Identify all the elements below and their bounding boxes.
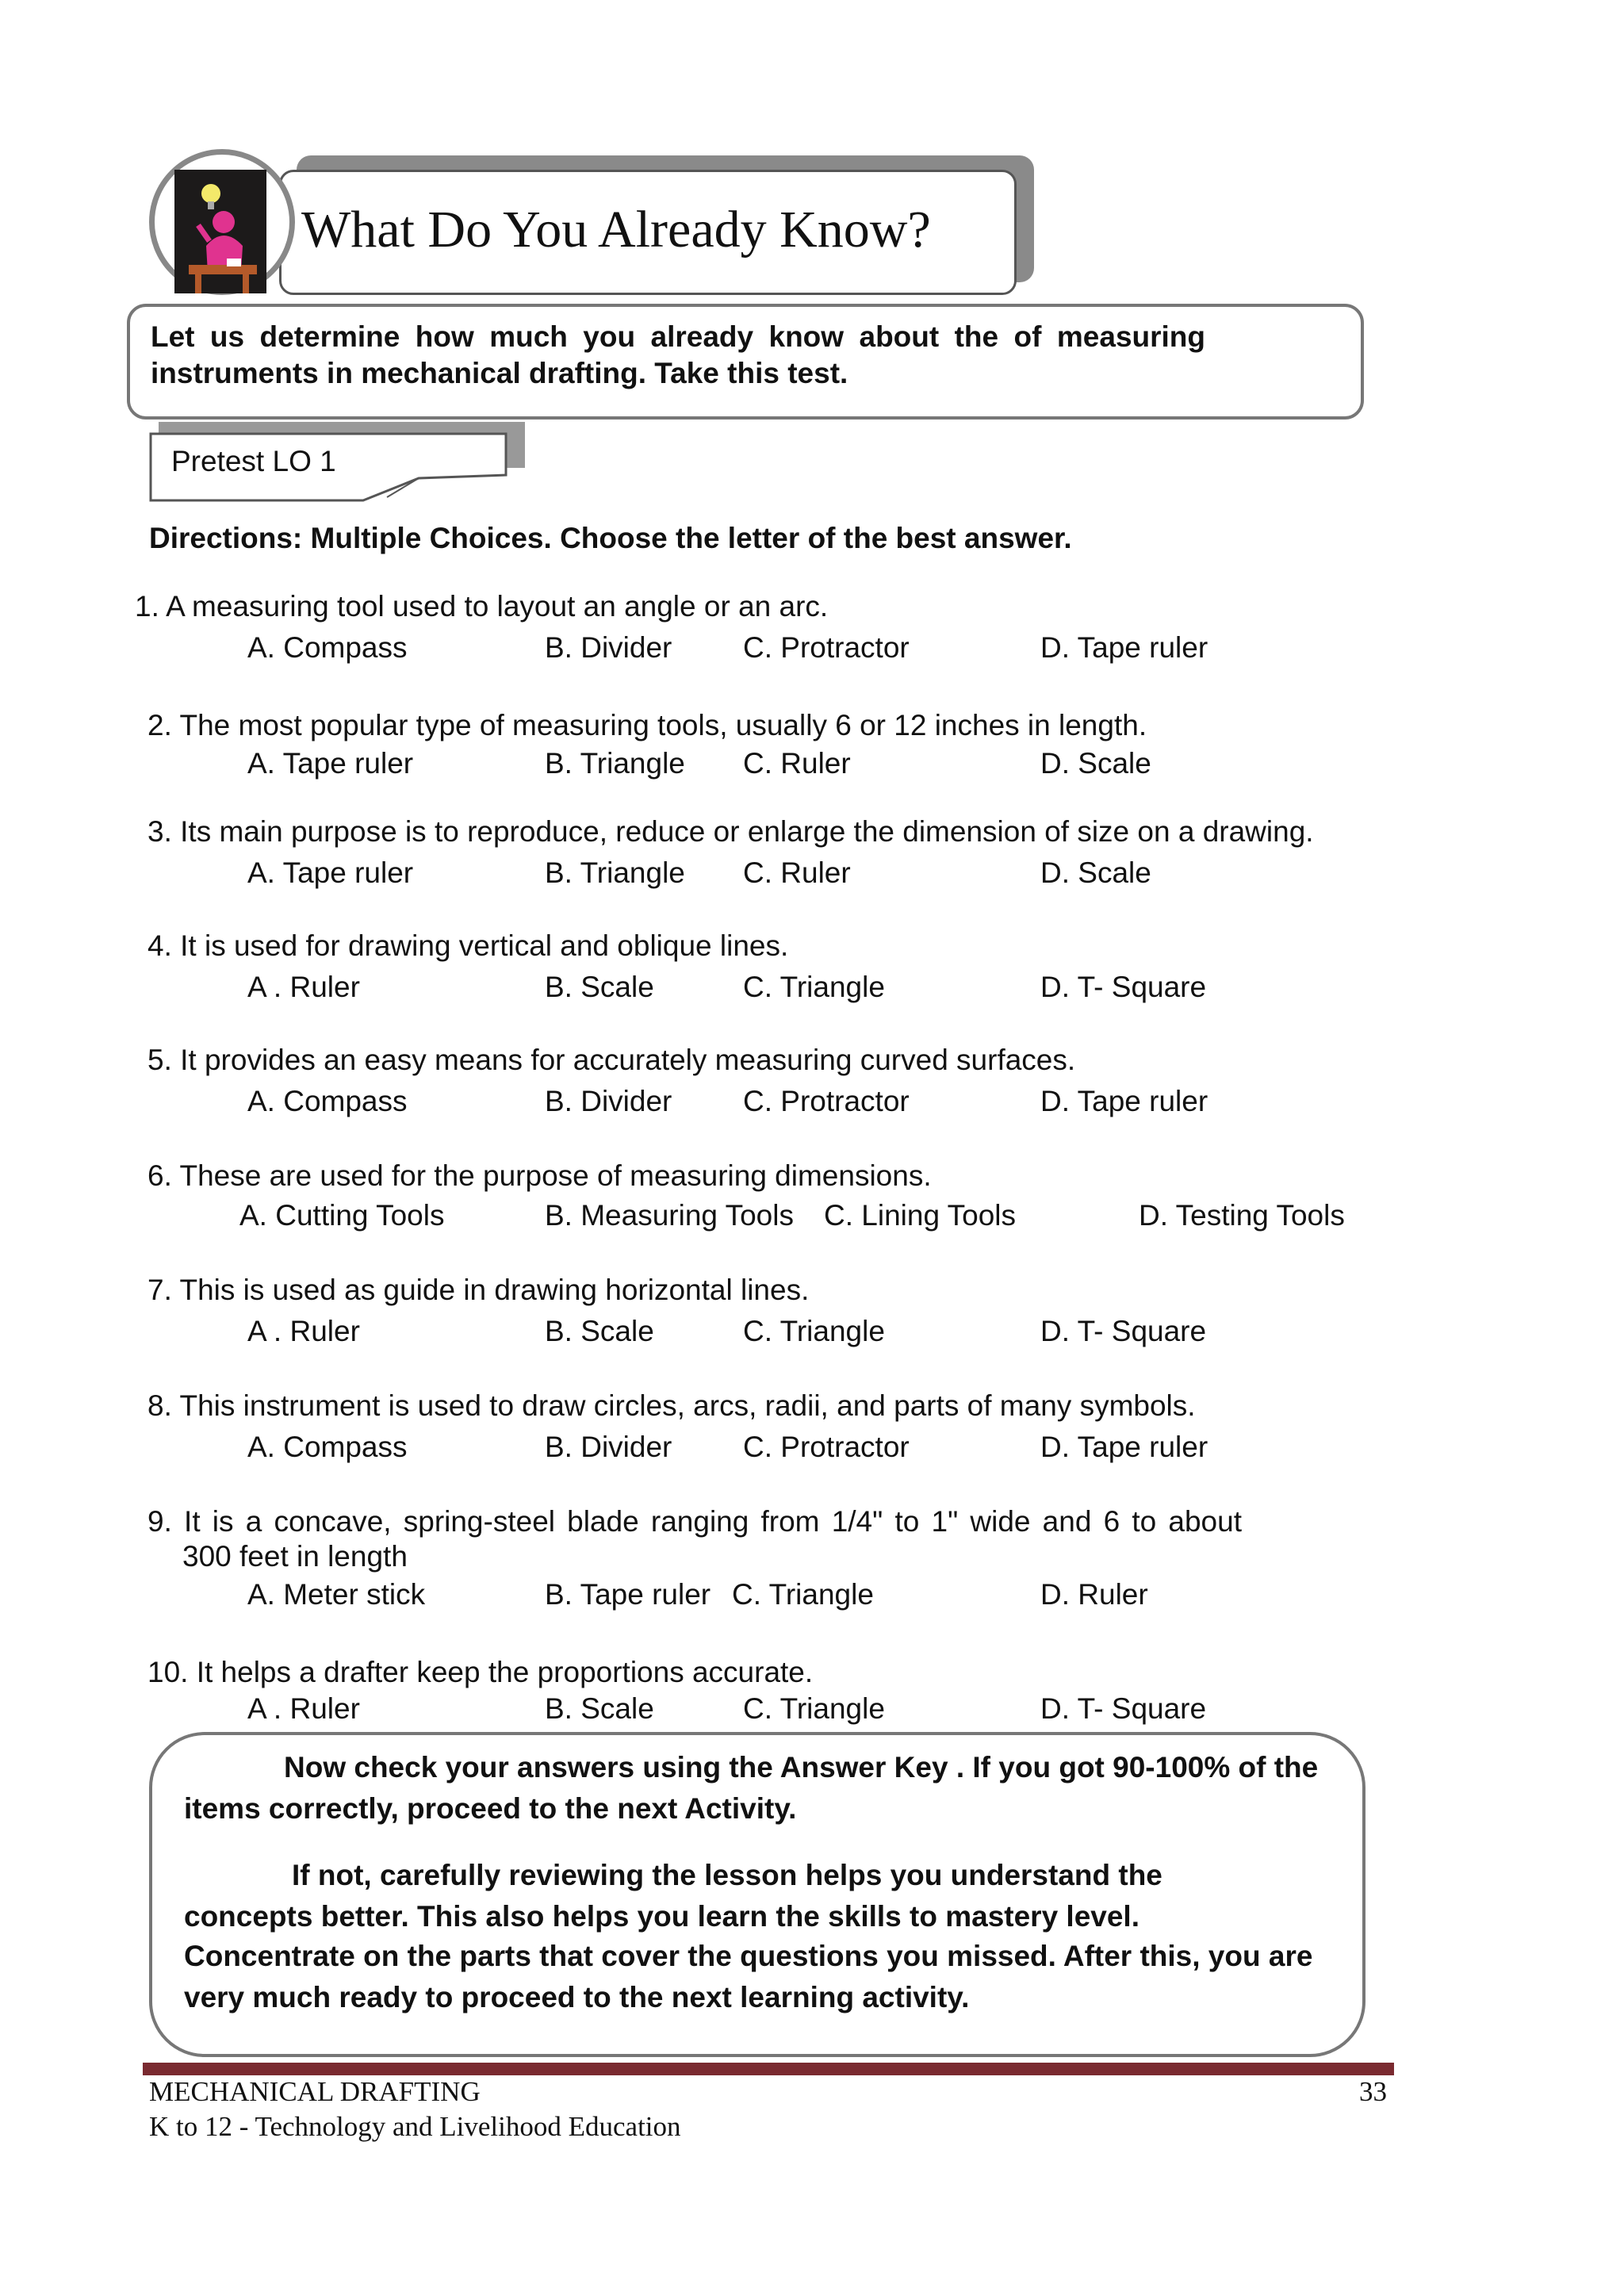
q3-option-a: A. Tape ruler <box>247 856 414 889</box>
q3-option-b: B. Triangle <box>545 856 685 889</box>
q9-option-d: D. Ruler <box>1040 1578 1148 1611</box>
q2-option-a: A. Tape ruler <box>247 747 414 780</box>
q10-option-d: D. T- Square <box>1040 1692 1207 1725</box>
question-8: 8. This instrument is used to draw circles, arcs, radii, and parts of many symbols. <box>147 1389 1196 1422</box>
question-9-continued: 300 feet in length <box>182 1540 408 1573</box>
q2-option-b: B. Triangle <box>545 747 685 780</box>
footer-rule <box>143 2063 1394 2075</box>
q7-option-d: D. T- Square <box>1040 1315 1207 1347</box>
q6-option-c: C. Lining Tools <box>824 1199 1017 1232</box>
idea-figure-icon <box>174 170 266 293</box>
footer-subject: MECHANICAL DRAFTING <box>149 2076 481 2107</box>
q9-option-b: B. Tape ruler <box>545 1578 711 1611</box>
q8-option-d: D. Tape ruler <box>1040 1431 1208 1463</box>
question-4: 4. It is used for drawing vertical and oblique lines. <box>147 929 789 962</box>
q4-option-d: D. T- Square <box>1040 971 1207 1003</box>
intro-text <box>151 319 1205 392</box>
q5-option-c: C. Protractor <box>743 1085 910 1117</box>
page-title: What Do You Already Know? <box>301 201 931 259</box>
closing-p2-line3: Concentrate on the parts that cover the questions you missed. After this, you are <box>184 1940 1313 1972</box>
q2-option-d: D. Scale <box>1040 747 1151 780</box>
question-6: 6. These are used for the purpose of measuring dimensions. <box>147 1159 932 1192</box>
question-1: 1. A measuring tool used to layout an angle or an arc. <box>135 590 829 623</box>
q10-option-b: B. Scale <box>545 1692 654 1725</box>
q8-option-c: C. Protractor <box>743 1431 910 1463</box>
q6-option-d: D. Testing Tools <box>1139 1199 1345 1232</box>
q7-option-c: C. Triangle <box>743 1315 885 1347</box>
pretest-label: Pretest LO 1 <box>171 445 336 477</box>
q3-option-d: D. Scale <box>1040 856 1151 889</box>
question-3: 3. Its main purpose is to reproduce, reduce or enlarge the dimension of size on a drawing. <box>147 815 1314 848</box>
q7-option-a: A . Ruler <box>247 1315 360 1347</box>
intro-line-1: Let us determine how much you already know about the of measuring <box>151 320 1205 353</box>
q1-option-d: D. Tape ruler <box>1040 631 1208 664</box>
q4-option-c: C. Triangle <box>743 971 885 1003</box>
q9-option-a: A. Meter stick <box>247 1578 426 1611</box>
closing-p1-line2: items correctly, proceed to the next Activity. <box>184 1792 797 1825</box>
q2-option-c: C. Ruler <box>743 747 851 780</box>
q8-option-b: B. Divider <box>545 1431 672 1463</box>
q5-option-b: B. Divider <box>545 1085 672 1117</box>
q3-option-c: C. Ruler <box>743 856 851 889</box>
question-10: 10. It helps a drafter keep the proportions accurate. <box>147 1656 814 1688</box>
q5-option-d: D. Tape ruler <box>1040 1085 1208 1117</box>
q1-option-b: B. Divider <box>545 631 672 664</box>
closing-p2-line2: concepts better. This also helps you learn the skills to mastery level. <box>184 1900 1139 1933</box>
question-5: 5. It provides an easy means for accurately measuring curved surfaces. <box>147 1044 1076 1076</box>
q8-option-a: A. Compass <box>247 1431 408 1463</box>
page-number: 33 <box>1359 2076 1387 2107</box>
q4-option-a: A . Ruler <box>247 971 360 1003</box>
closing-p1-line1: Now check your answers using the Answer Key . If you got 90-100% of the <box>284 1751 1319 1784</box>
q10-option-c: C. Triangle <box>743 1692 885 1725</box>
q10-option-a: A . Ruler <box>247 1692 360 1725</box>
q7-option-b: B. Scale <box>545 1315 654 1347</box>
q6-option-a: A. Cutting Tools <box>239 1199 445 1232</box>
question-7: 7. This is used as guide in drawing horizontal lines. <box>147 1274 810 1306</box>
question-9: 9. It is a concave, spring-steel blade ranging from 1/4" to 1" wide and 6 to about <box>147 1505 1242 1538</box>
footer-course: K to 12 - Technology and Livelihood Education <box>149 2111 681 2142</box>
closing-p2-line1: If not, carefully reviewing the lesson helps you understand the <box>292 1859 1162 1891</box>
intro-line-2: instruments in mechanical drafting. Take this test. <box>151 357 848 389</box>
q4-option-b: B. Scale <box>545 971 654 1003</box>
q1-option-a: A. Compass <box>247 631 408 664</box>
question-2: 2. The most popular type of measuring tools, usually 6 or 12 inches in length. <box>147 709 1147 741</box>
q5-option-a: A. Compass <box>247 1085 408 1117</box>
directions: Directions: Multiple Choices. Choose the letter of the best answer. <box>149 522 1072 554</box>
q6-option-b: B. Measuring Tools <box>545 1199 794 1232</box>
closing-p2-line4: very much ready to proceed to the next learning activity. <box>184 1981 970 2013</box>
q1-option-c: C. Protractor <box>743 631 910 664</box>
q9-option-c: C. Triangle <box>732 1578 874 1611</box>
